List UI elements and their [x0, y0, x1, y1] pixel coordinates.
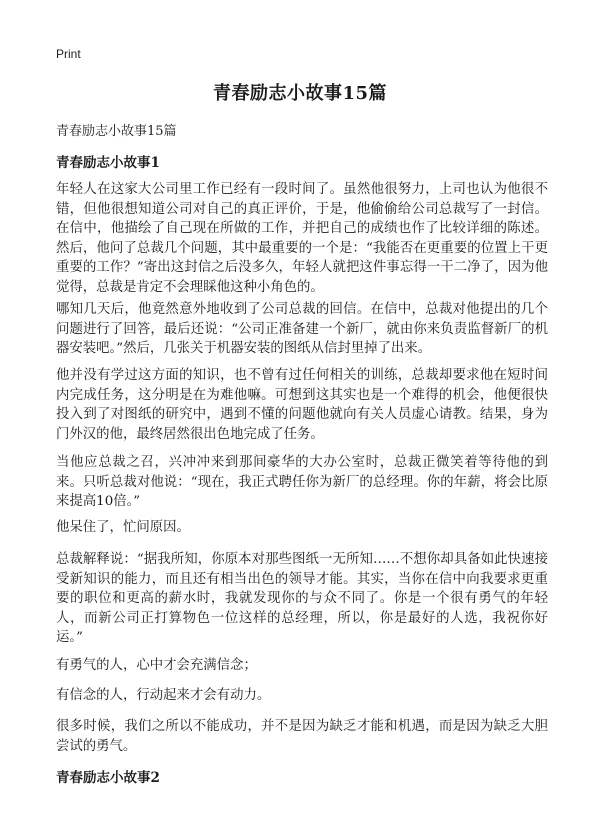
- section-heading-1: 青春励志小故事1: [56, 155, 160, 171]
- paragraph: 年轻人在这家大公司里工作已经有一段时间了。虽然他很努力，上司也认为他很不错，但他很想知道公司对自己的真正评价，于是，他偷偷给公司总裁写了一封信。在信中，他描绘了自己现在所做的工作，并把自己的成绩也作了比较详细的陈述。然后，他问了总裁几个问题，其中最重要的一个是：“我能否在更重要的位置上干更重要的工作？”寄出这封信之后没多久，年轻人就把这件事忘得一干二净了，因为他觉得，总裁是肯定不会理睬他这种小角色的。: [56, 182, 548, 295]
- document-title: 青春励志小故事15篇: [212, 83, 388, 104]
- paragraph: 他并没有学过这方面的知识，也不曾有过任何相关的训练，总裁却要求他在短时间内完成任务，这分明是在为难他嘛。可想到这其实也是一个难得的机会，他便很快投入到了对图纸的研究中，遇到不懂的问题他就向有关人员虚心请教。结果，身为门外汉的他，最终居然很出色地完成了任务。: [56, 368, 548, 442]
- paragraph: 他呆住了，忙问原因。: [56, 520, 190, 535]
- paragraph: 有信念的人，行动起来才会有动力。: [56, 688, 271, 703]
- paragraph: 很多时候，我们之所以不能成功，并不是因为缺乏才能和机遇，而是因为缺乏大胆尝试的勇气。: [56, 719, 548, 754]
- paragraph: 总裁解释说：“据我所知，你原本对那些图纸一无所知……不想你却具备如此快速接受新知识的能力，而且还有相当出色的领导才能。其实，当你在信中向我要求更重要的职位和更高的薪水时，我就发现你的与众不同了。你是一个很有勇气的年轻人，而新公司正打算物色一位这样的总经理，所以，你是最好的人选，我祝你好运。”: [56, 552, 548, 645]
- section-heading-2: 青春励志小故事2: [56, 770, 160, 786]
- paragraph: 哪知几天后，他竟然意外地收到了公司总裁的回信。在信中，总裁对他提出的几个问题进行了回答，最后还说：“公司正准备建一个新厂，就由你来负责监督新厂的机器安装吧。”然后，几张关于机器安装的图纸从信封里掉了出来。: [56, 302, 548, 356]
- paragraph: 有勇气的人，心中才会充满信念；: [56, 658, 257, 673]
- paragraph: 当他应总裁之召，兴冲冲来到那间豪华的大办公室时，总裁正微笑着等待他的到来。只听总裁对他说：“现在，我正式聘任你为新厂的总经理。你的年薪，将会比原来提高10倍。”: [56, 455, 548, 509]
- document-subtitle: 青春励志小故事15篇: [56, 124, 177, 139]
- print-link[interactable]: Print: [56, 47, 81, 61]
